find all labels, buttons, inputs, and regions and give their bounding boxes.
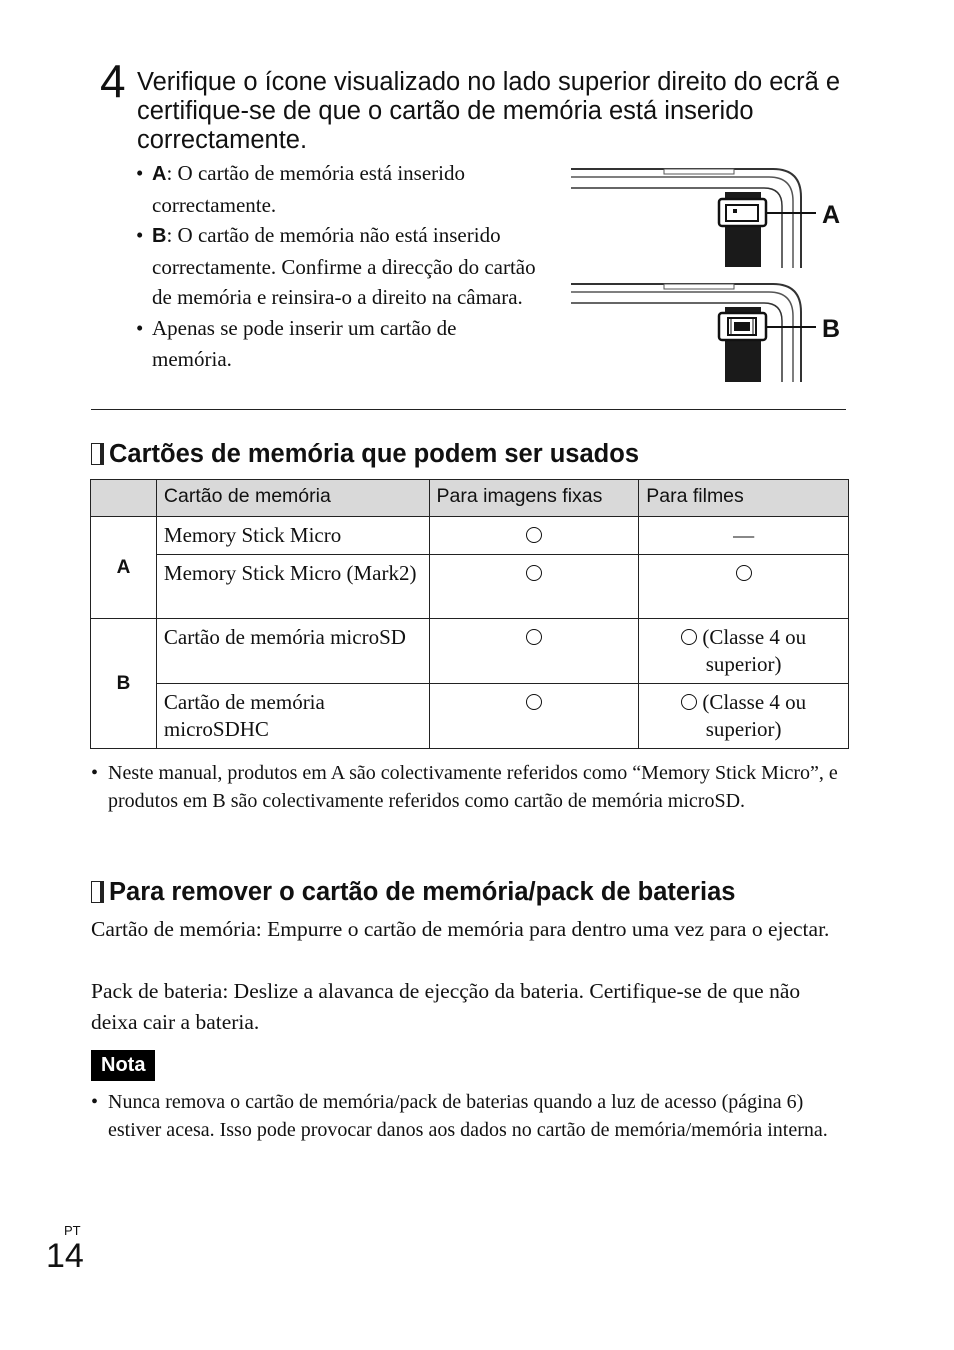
card-name: Cartão de memória microSDHC: [156, 684, 429, 749]
supported-circle-icon: [526, 565, 542, 581]
supported-circle-icon: [736, 565, 752, 581]
section-heading-cards: [91, 439, 639, 469]
still-support: [429, 517, 639, 555]
table-header: Cartão de memória: [156, 480, 429, 517]
bullet-text: Apenas se pode inserir um cartão de memória.: [152, 315, 457, 371]
bullet-a: [136, 158, 536, 220]
section-marker-icon: [91, 443, 104, 465]
table-header: Para filmes: [639, 480, 849, 517]
label-b: B: [822, 315, 841, 343]
step-number: 4: [100, 55, 126, 107]
section-heading-remove: [91, 877, 735, 907]
supported-circle-icon: [526, 527, 542, 543]
page-number: 14: [46, 1237, 84, 1275]
bullet-label: A: [152, 163, 167, 185]
table-row: [91, 517, 849, 555]
movie-support: [639, 684, 849, 749]
screen-corner-illustration: [568, 160, 858, 390]
step-title: Verifique o ícone visualizado no lado superior direito do ecrã e certifique-se de que o cartão de memória está inserido correctamente.: [137, 68, 841, 154]
table-row: [91, 619, 849, 684]
movie-text: (Classe 4 ou superior): [697, 690, 807, 741]
supported-circle-icon: [526, 629, 542, 645]
group-label-b: B: [91, 619, 157, 749]
label-a: A: [822, 201, 841, 229]
still-support: [429, 619, 639, 684]
step-bullets: [136, 158, 536, 374]
bullet-text: : O cartão de memória não está inserido correctamente. Confirme a direcção do cartão de memória e reinsira-o a direito na câmara.: [152, 223, 536, 310]
remove-battery-paragraph: Pack de bateria: Deslize a alavanca de ejecção da bateria. Certifique-se de que não deixa cair a bateria.: [91, 979, 801, 1034]
table-row: [91, 684, 849, 749]
card-name: Memory Stick Micro: [156, 517, 429, 555]
still-support: [429, 684, 639, 749]
nota-list: [91, 1089, 851, 1144]
illustration-b: [571, 284, 840, 382]
remove-card-paragraph: Cartão de memória: Empurre o cartão de memória para dentro uma vez para o ejectar.: [91, 917, 830, 941]
movie-support: [639, 619, 849, 684]
still-support: [429, 555, 639, 619]
illustration-a: [571, 169, 840, 268]
section-marker-icon: [91, 881, 104, 903]
nota-item: • Nunca remova o cartão de memória/pack de baterias quando a luz de acesso (página 6) estiver acesa. Isso pode provocar danos aos dados no cartão de memória/memória interna.: [91, 1089, 851, 1144]
movie-support: [639, 555, 849, 619]
card-name: Cartão de memória microSD: [156, 619, 429, 684]
table-header-row: [91, 480, 849, 517]
table-row: [91, 555, 849, 619]
bullet-single-card: [136, 313, 536, 374]
bullet-label: B: [152, 225, 167, 248]
supported-circle-icon: [681, 694, 697, 710]
movie-text: (Classe 4 ou superior): [697, 625, 807, 676]
nota-badge: Nota: [91, 1050, 155, 1081]
section-title: Para remover o cartão de memória/pack de baterias: [109, 878, 736, 906]
supported-circle-icon: [526, 694, 542, 710]
supported-circle-icon: [681, 629, 697, 645]
card-name: Memory Stick Micro (Mark2): [156, 555, 429, 619]
table-header: [91, 480, 157, 517]
bullet-b: [136, 220, 536, 313]
table-header: Para imagens fixas: [429, 480, 639, 517]
memory-card-table: [90, 479, 849, 749]
table-footnote: [91, 760, 851, 815]
bullet-text: : O cartão de memória está inserido correctamente.: [152, 161, 466, 217]
page-language: PT: [64, 1223, 81, 1238]
movie-support: —: [639, 517, 849, 555]
section-title: Cartões de memória que podem ser usados: [109, 440, 639, 468]
section-divider: [91, 409, 846, 410]
group-label-a: A: [91, 517, 157, 619]
footnote-item: • Neste manual, produtos em A são colectivamente referidos como “Memory Stick Micro”, e produtos em B são colectivamente referidos como cartão de memória microSD.: [91, 760, 851, 815]
